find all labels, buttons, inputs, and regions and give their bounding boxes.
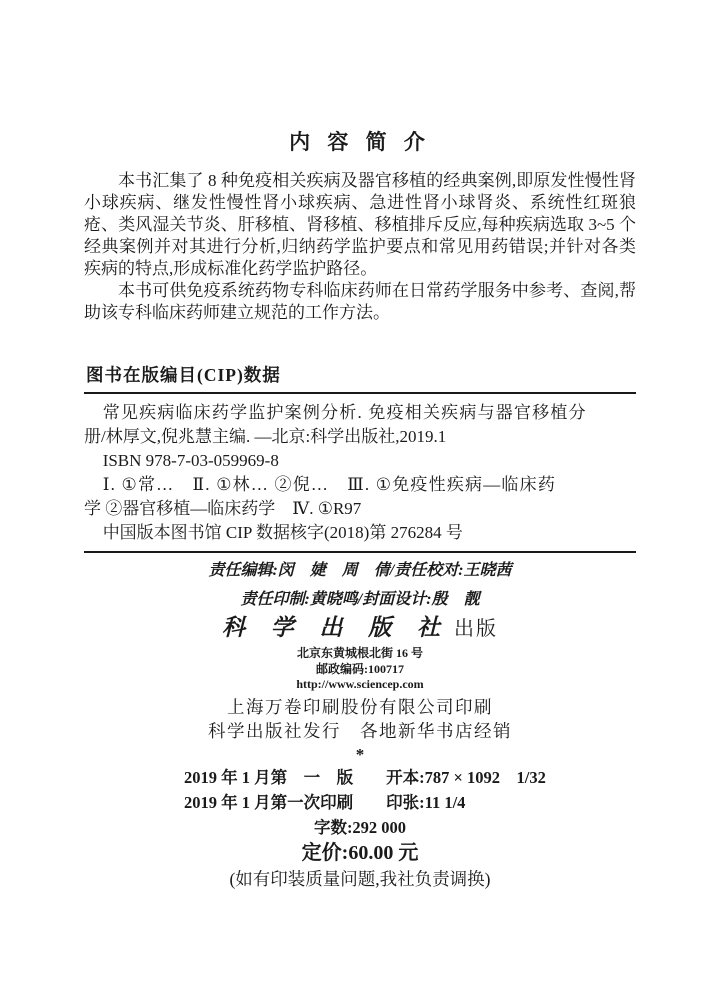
intro-title: 内 容 简 介 bbox=[289, 130, 431, 154]
cip-section bbox=[84, 362, 636, 553]
price: 定价:60.00 元 bbox=[301, 841, 419, 864]
edition-line: 2019 年 1 月第 一 版 开本:787 × 1092 1/32 bbox=[184, 767, 546, 787]
colophon-section bbox=[84, 559, 636, 892]
cip-title-line: 常见疾病临床药学监护案例分析. 免疫相关疾病与器官移植分 bbox=[102, 403, 587, 422]
edition-block bbox=[84, 765, 636, 815]
intro-paragraph-2: 本书可供免疫系统药物专科临床药师在日常药学服务中参考、查阅,帮助该专科临床药师建立规范的工作方法。 bbox=[84, 281, 636, 322]
publisher-website: http://www.sciencep.com bbox=[296, 677, 424, 691]
intro-section bbox=[84, 126, 636, 324]
cip-body bbox=[84, 394, 636, 551]
word-count: 字数:292 000 bbox=[313, 817, 407, 837]
printing-line: 2019 年 1 月第一次印刷 印张:11 1/4 bbox=[184, 792, 466, 812]
publisher-address: 北京东黄城根北街 16 号 bbox=[296, 646, 423, 660]
cip-classification-line-1: Ⅰ. ①常… Ⅱ. ①林… ②倪… Ⅲ. ①免疫性疾病—临床药 bbox=[102, 475, 557, 494]
cip-rule-bottom bbox=[84, 551, 636, 553]
cip-registry-line: 中国版本图书馆 CIP 数据核字(2018)第 276284 号 bbox=[102, 523, 463, 542]
staff-print-line: 责任印制:黄晓鸣/封面设计:殷 靓 bbox=[240, 591, 480, 608]
distribution-line: 科学出版社发行 各地新华书店经销 bbox=[208, 720, 512, 741]
cip-classification-line-2: 学 ②器官移植—临床药学 Ⅳ. ①R97 bbox=[84, 499, 362, 518]
intro-paragraph-1: 本书汇集了 8 种免疫相关疾病及器官移植的经典案例,即原发性慢性肾小球疾病、继发性慢性肾小球疾病、急进性肾小球肾炎、系统性红斑狼疮、类风湿关节炎、肝移植、肾移植、移植排斥反应,每种疾病选取 3~5 个经典案例并对其进行分析,归纳药学监护要点和常见用药错误;并针对各类疾病的特点,形成标准化药学监护路径。 bbox=[84, 171, 636, 278]
staff-editor-line: 责任编辑:闵 婕 周 倩/责任校对:王晓茜 bbox=[208, 562, 512, 579]
quality-note: (如有印装质量问题,我社负责调换) bbox=[229, 868, 491, 889]
separator-star: * bbox=[355, 744, 365, 764]
publisher-calligraphy-logo: 科 学 出 版 社 bbox=[222, 615, 450, 640]
printer-line: 上海万卷印刷股份有限公司印刷 bbox=[227, 696, 493, 717]
cip-header: 图书在版编目(CIP)数据 bbox=[86, 365, 281, 385]
publish-label: 出版 bbox=[454, 618, 498, 640]
publisher-postcode: 邮政编码:100717 bbox=[316, 661, 404, 676]
publisher-imprint bbox=[84, 613, 636, 646]
cip-authors-line: 册/林厚文,倪兆慧主编. —北京:科学出版社,2019.1 bbox=[84, 427, 447, 446]
cip-isbn-line: ISBN 978-7-03-059969-8 bbox=[102, 451, 279, 470]
